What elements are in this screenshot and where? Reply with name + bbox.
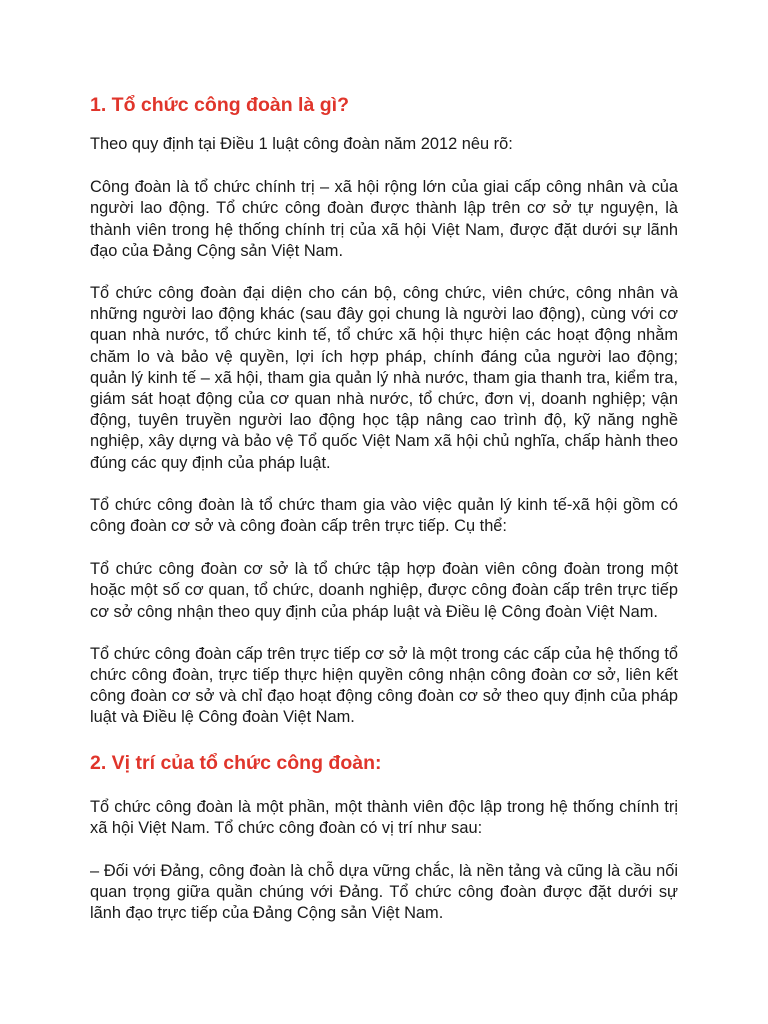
section-1-paragraph-3: Tổ chức công đoàn là tổ chức tham gia vào việc quản lý kinh tế-xã hội gồm có công đoàn cơ sở và công đoàn cấp trên trực tiếp. Cụ thể:: [90, 495, 678, 536]
section-1-heading: 1. Tổ chức công đoàn là gì?: [90, 94, 349, 116]
section-1-paragraph-4: Tổ chức công đoàn cơ sở là tổ chức tập hợp đoàn viên công đoàn trong một hoặc một số cơ quan, tổ chức, doanh nghiệp, được công đoàn cấp trên trực tiếp cơ sở công nhận theo quy định của pháp luật và Điều lệ Công đoàn Việt Nam.: [90, 560, 678, 621]
section-2-heading: 2. Vị trí của tổ chức công đoàn:: [90, 751, 382, 774]
section-1-paragraph-1: Công đoàn là tổ chức chính trị – xã hội rộng lớn của giai cấp công nhân và của người lao động. Tổ chức công đoàn được thành lập trên cơ sở tự nguyện, là thành viên trong hệ thống chính trị của xã hội Việt Nam, được đặt dưới sự lãnh đạo của Đảng Cộng sản Việt Nam.: [90, 178, 678, 260]
section-2-paragraph-2: – Đối với Đảng, công đoàn là chỗ dựa vững chắc, là nền tảng và cũng là cầu nối quan trọng giữa quần chúng với Đảng. Tổ chức công đoàn được đặt dưới sự lãnh đạo trực tiếp của Đảng Cộng sản Việt Nam.: [90, 862, 678, 923]
section-2-paragraph-1: Tổ chức công đoàn là một phần, một thành viên độc lập trong hệ thống chính trị xã hội Việt Nam. Tổ chức công đoàn có vị trí như sau:: [90, 797, 678, 837]
section-1-paragraph-2: Tổ chức công đoàn đại diện cho cán bộ, công chức, viên chức, công nhân và những người lao động khác (sau đây gọi chung là người lao động), cùng với cơ quan nhà nước, tổ chức kinh tế, tổ chức xã hội thực hiện các hoạt động nhằm chăm lo và bảo vệ quyền, lợi ích hợp pháp, chính đáng của người lao động; quản lý kinh tế – xã hội, tham gia quản lý nhà nước, tham gia thanh tra, kiểm tra, giám sát hoạt động của cơ quan nhà nước, tổ chức, đơn vị, doanh nghiệp; vận động, tuyên truyền người lao động học tập nâng cao trình độ, kỹ năng nghề nghiệp, xây dựng và bảo vệ Tổ quốc Việt Nam xã hội chủ nghĩa, chấp hành theo đúng các quy định của pháp luật.: [90, 284, 678, 472]
section-1-paragraph-5: Tổ chức công đoàn cấp trên trực tiếp cơ sở là một trong các cấp của hệ thống tổ chức công đoàn, trực tiếp thực hiện quyền công nhận công đoàn cơ sở, liên kết công đoàn cơ sở và chỉ đạo hoạt động công đoàn cơ sở theo quy định của pháp luật và Điều lệ Công đoàn Việt Nam.: [90, 644, 678, 727]
section-1-intro: Theo quy định tại Điều 1 luật công đoàn năm 2012 nêu rõ:: [90, 135, 513, 153]
document-page: [90, 93, 678, 925]
